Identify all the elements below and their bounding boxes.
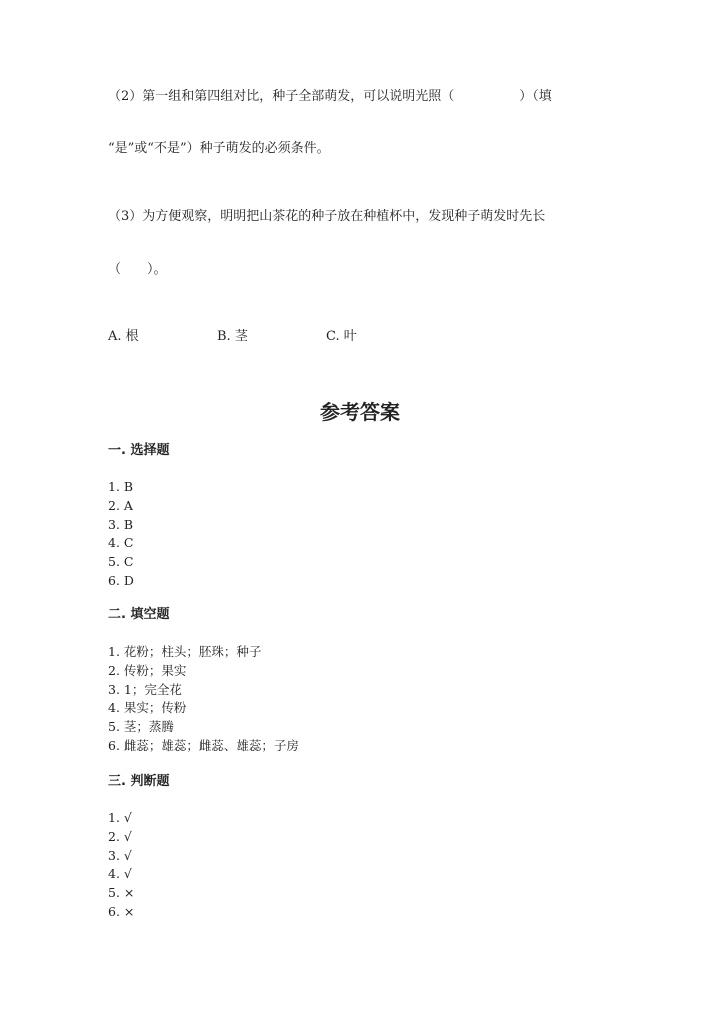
judge-answers-list — [108, 809, 134, 922]
answer-item: 6. × — [108, 903, 135, 919]
answer-item: 6. D — [108, 572, 134, 588]
question-3-line-2: （ ）。 — [108, 262, 167, 277]
answer-item: 2. √ — [108, 828, 132, 844]
answer-item: 5. 茎；蒸腾 — [108, 719, 174, 735]
answer-item: 5. C — [108, 554, 134, 570]
answer-item: 4. 果实；传粉 — [108, 700, 187, 716]
answers-title: 参考答案 — [320, 400, 400, 424]
option-c: C. 叶 — [326, 329, 357, 344]
answer-item: 3. √ — [108, 847, 132, 863]
answer-item: 4. C — [108, 535, 134, 551]
section-heading-choice: 一. 选择题 — [108, 443, 170, 458]
option-a: A. 根 — [108, 329, 139, 344]
section-heading-judge: 三. 判断题 — [108, 774, 170, 789]
option-b: B. 茎 — [217, 329, 248, 344]
answer-item: 2. 传粉；果实 — [108, 662, 187, 678]
question-2-line-1: （2）第一组和第四组对比，种子全部萌发，可以说明光照（ ）（填 — [108, 89, 552, 104]
answer-item: 3. 1；完全花 — [108, 681, 182, 697]
question-3-line-1: （3）为方便观察，明明把山茶花的种子放在种植杯中，发现种子萌发时先长 — [108, 209, 546, 224]
section-heading-fill: 二. 填空题 — [108, 607, 170, 622]
answer-item: 4. √ — [108, 866, 132, 882]
answer-item: 3. B — [108, 516, 134, 532]
answer-item: 1. 花粉；柱头；胚珠；种子 — [108, 644, 262, 659]
answer-item: 1. √ — [108, 810, 132, 825]
question-2-line-2: “是”或“不是”）种子萌发的必须条件。 — [108, 141, 330, 156]
answer-item: 2. A — [108, 497, 133, 513]
answer-item: 6. 雌蕊；雄蕊；雌蕊、雄蕊；子房 — [108, 737, 299, 753]
answer-item: 1. B — [108, 479, 134, 494]
fill-answers-list — [108, 643, 299, 756]
answer-item: 5. × — [108, 885, 135, 901]
choice-answers-list — [108, 478, 134, 591]
